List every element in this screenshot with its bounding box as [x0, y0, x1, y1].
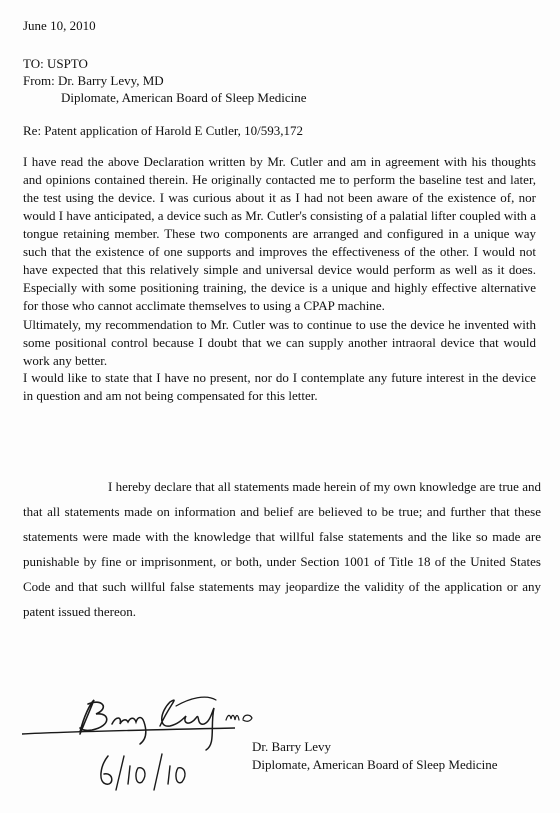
address-block	[23, 55, 306, 106]
subject-line: Re: Patent application of Harold E Cutler, 10/593,172	[23, 123, 304, 138]
signature-date-10b	[168, 766, 185, 784]
signature-date-slash2	[154, 754, 162, 790]
body-paragraph-3: I would like to state that I have no present, nor do I contemplate any future interest in the device in question and am not being compensated for this letter.	[23, 370, 536, 403]
recipient-line: TO: USPTO	[23, 56, 88, 71]
signature-flourish	[176, 697, 216, 706]
sender-title: Diplomate, American Board of Sleep Medicine	[61, 90, 307, 105]
declaration-text: I hereby declare that all statements made herein of my own knowledge are true and that all statements made on information and belief are believed to be true; and further that these statements were made with the knowledge that willful false statements and the like so made are punishable by fine or imprisonment, or both, under Section 1001 of Title 18 of the United States Code and that such willful false statements may jeopardize the validity of the application or any patent issued thereon.	[23, 479, 541, 619]
signature-date-10a	[128, 766, 145, 784]
body-paragraph-1: I have read the above Declaration written by Mr. Cutler and am in agreement with his thoughts and opinions contained therein. He originally contacted me to perform the baseline test and later, the test using the device. I was curious about it as I had not been aware of the existence of, nor would I have anticipated, a device such as Mr. Cutler's consisting of a palatial lifter coupled with a tongue retaining member. These two components are arranged and configured in a unique way such that the existence of one supports and improves the effectiveness of the other. I would not have expected that this relatively simple and universal device would perform as well as it does. Especially with some positioning training, the device is a unique and highly effective alternative for those who cannot acclimate themselves to using a CPAP machine.	[23, 154, 536, 313]
declaration-paragraph	[23, 474, 541, 624]
signer-title: Diplomate, American Board of Sleep Medicine	[252, 757, 498, 772]
signer-name: Dr. Barry Levy	[252, 739, 332, 754]
sender-line: From: Dr. Barry Levy, MD	[23, 73, 164, 88]
signature-underline	[22, 728, 235, 734]
signature-l-stroke	[160, 700, 214, 750]
signature-date-6	[101, 756, 112, 784]
signature-block	[252, 738, 497, 774]
signature-date-slash1	[116, 756, 124, 790]
signature-b-stroke	[80, 700, 107, 734]
signature-md	[226, 715, 252, 721]
body-paragraph-2: Ultimately, my recommendation to Mr. Cutler was to continue to use the device he invented with some positional control because I doubt that we can supply another intraoral device that would work any better.	[23, 317, 536, 368]
letter-date: June 10, 2010	[23, 18, 96, 33]
